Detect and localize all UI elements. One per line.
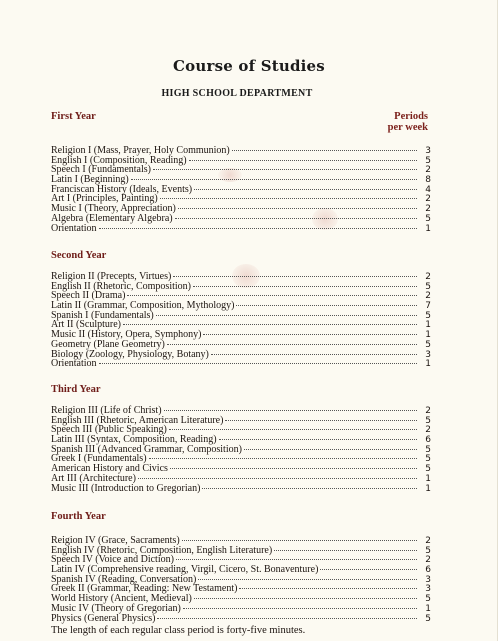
dot-leader (173, 276, 417, 277)
course-periods: 2 (425, 194, 431, 205)
course-row (51, 224, 431, 234)
course-periods: 8 (425, 175, 431, 186)
course-name: Music II (History, Opera, Symphony) (51, 329, 202, 341)
section-heading: Fourth Year (51, 511, 106, 522)
course-name: Reigion IV (Grace, Sacraments) (51, 535, 180, 546)
dot-leader (127, 295, 417, 296)
course-periods: 5 (425, 454, 431, 465)
course-periods: 2 (425, 291, 431, 302)
course-name: Algebra (Elementary Algebra) (51, 212, 173, 224)
course-periods: 3 (425, 584, 431, 595)
course-list (51, 146, 431, 233)
course-name: Music IV (Theory of Gregorian) (51, 602, 181, 614)
course-name: Art III (Architecture) (51, 472, 136, 484)
dot-leader (320, 569, 417, 570)
section-third-year (51, 384, 431, 493)
dot-leader (236, 305, 417, 306)
dot-leader (99, 363, 417, 364)
dot-leader (149, 458, 417, 459)
course-periods: 5 (425, 613, 431, 624)
course-periods: 3 (425, 146, 431, 156)
course-name: English III (Rhetoric, American Literature) (51, 414, 224, 426)
course-periods: 4 (425, 184, 431, 195)
dot-leader (175, 218, 417, 219)
course-periods: 3 (425, 349, 431, 360)
dot-leader (138, 478, 417, 479)
course-name: Music I (Theory, Appreciation) (51, 203, 176, 215)
dot-leader (99, 228, 417, 229)
course-periods: 5 (425, 594, 431, 605)
section-fourth-year (51, 511, 431, 623)
course-name: Speech IV (Voice and Diction) (51, 554, 174, 566)
dot-leader (274, 550, 417, 551)
course-periods: 1 (425, 330, 431, 341)
dot-leader (219, 439, 417, 440)
course-periods: 1 (425, 473, 431, 484)
course-name: Art I (Principles, Painting) (51, 193, 158, 205)
dot-leader (183, 608, 417, 609)
department-heading: HIGH SCHOOL DEPARTMENT (161, 88, 313, 99)
dot-leader (131, 179, 417, 180)
course-periods: 1 (425, 320, 431, 331)
course-name: World History (Ancient, Medieval) (51, 593, 192, 605)
dot-leader (123, 324, 417, 325)
dot-leader (193, 286, 417, 287)
course-name: Latin IV (Comprehensive reading, Virgil, Cicero, St. Bonaventure) (51, 564, 319, 576)
course-name: Spanish III (Advanced Grammar, Composition) (51, 443, 242, 455)
course-periods: 3 (425, 574, 431, 585)
course-name: Franciscan History (Ideals, Events) (51, 183, 193, 195)
course-periods: 2 (425, 555, 431, 566)
dot-leader (211, 354, 417, 355)
dot-leader (198, 579, 417, 580)
dot-leader (194, 598, 417, 599)
page-title: Course of Studies (173, 57, 325, 75)
periods-header-line-2: per week (387, 122, 428, 133)
course-row (51, 350, 431, 360)
course-name: Greek I (Fundamentals) (51, 453, 147, 465)
course-name: Latin II (Grammar, Composition, Mythology) (51, 300, 235, 312)
course-row (51, 359, 431, 369)
dot-leader (194, 189, 417, 190)
course-name: Religion I (Mass, Prayer, Holy Communion) (51, 145, 230, 156)
dot-leader (153, 169, 417, 170)
course-periods: 6 (425, 435, 431, 446)
course-row (51, 614, 431, 624)
dot-leader (239, 588, 417, 589)
course-periods: 5 (425, 444, 431, 455)
section-second-year (51, 250, 431, 369)
course-name: American History and Civics (51, 463, 168, 475)
course-name: Greek II (Grammar, Reading: New Testament) (51, 583, 238, 595)
course-periods: 5 (425, 415, 431, 426)
course-list (51, 272, 431, 369)
course-name: Speech III (Public Speaking) (51, 424, 167, 436)
course-periods: 1 (425, 483, 431, 494)
course-name: Geometry (Plane Geometry) (51, 338, 165, 350)
course-name: Orientation (51, 358, 97, 370)
course-name: Music III (Introduction to Gregorian) (51, 482, 201, 494)
footer-note: The length of each regular class period is forty-five minutes. (51, 625, 306, 636)
course-periods: 5 (425, 339, 431, 350)
course-name: Latin I (Beginning) (51, 174, 129, 186)
dot-leader (189, 160, 417, 161)
course-name: Speech I (Fundamentals) (51, 164, 151, 176)
dot-leader (160, 198, 417, 199)
dot-leader (164, 410, 417, 411)
dot-leader (225, 420, 417, 421)
course-periods: 5 (425, 281, 431, 292)
course-periods: 7 (425, 301, 431, 312)
dot-leader (182, 540, 417, 541)
course-periods: 1 (425, 223, 431, 234)
course-name: Biology (Zoology, Physiology, Botany) (51, 348, 209, 360)
course-name: English II (Rhetoric, Composition) (51, 280, 191, 292)
course-periods: 2 (425, 425, 431, 436)
dot-leader (244, 449, 417, 450)
dot-leader (232, 150, 417, 151)
course-periods: 1 (425, 603, 431, 614)
course-periods: 6 (425, 565, 431, 576)
course-name: Spanish I (Fundamentals) (51, 309, 154, 321)
section-heading: Third Year (51, 384, 101, 395)
dot-leader (170, 468, 417, 469)
section-heading: First Year (51, 111, 96, 122)
course-list (51, 406, 431, 493)
section-first-year (51, 111, 431, 233)
course-name: Orientation (51, 222, 97, 234)
dot-leader (202, 488, 417, 489)
course-row (51, 484, 431, 494)
course-periods: 2 (425, 204, 431, 215)
course-periods: 5 (425, 464, 431, 475)
course-periods: 5 (425, 213, 431, 224)
course-name: Art II (Sculpture) (51, 319, 121, 331)
course-periods: 2 (425, 536, 431, 546)
course-name: English IV (Rhetoric, Composition, English Literature) (51, 544, 273, 556)
course-periods: 2 (425, 406, 431, 416)
dot-leader (176, 559, 417, 560)
course-row (51, 214, 431, 224)
course-name: Speech II (Drama) (51, 290, 126, 302)
dot-leader (169, 429, 417, 430)
dot-leader (157, 618, 417, 619)
course-periods: 5 (425, 155, 431, 166)
course-list (51, 536, 431, 623)
course-name: English I (Composition, Reading) (51, 154, 187, 166)
section-heading: Second Year (51, 250, 107, 261)
course-periods: 5 (425, 310, 431, 321)
dot-leader (203, 334, 417, 335)
course-periods: 2 (425, 165, 431, 176)
course-periods: 1 (425, 359, 431, 370)
course-periods: 2 (425, 272, 431, 282)
course-name: Religion II (Precepts, Virtues) (51, 271, 172, 282)
periods-header-line-1: Periods (394, 111, 428, 122)
dot-leader (156, 315, 417, 316)
course-name: Religion III (Life of Christ) (51, 405, 162, 416)
dot-leader (178, 208, 417, 209)
course-name: Latin III (Syntax, Composition, Reading) (51, 434, 217, 446)
course-periods: 5 (425, 545, 431, 556)
course-name: Physics (General Physics) (51, 612, 156, 624)
course-name: Spanish IV (Reading, Conversation) (51, 573, 197, 585)
dot-leader (167, 344, 417, 345)
